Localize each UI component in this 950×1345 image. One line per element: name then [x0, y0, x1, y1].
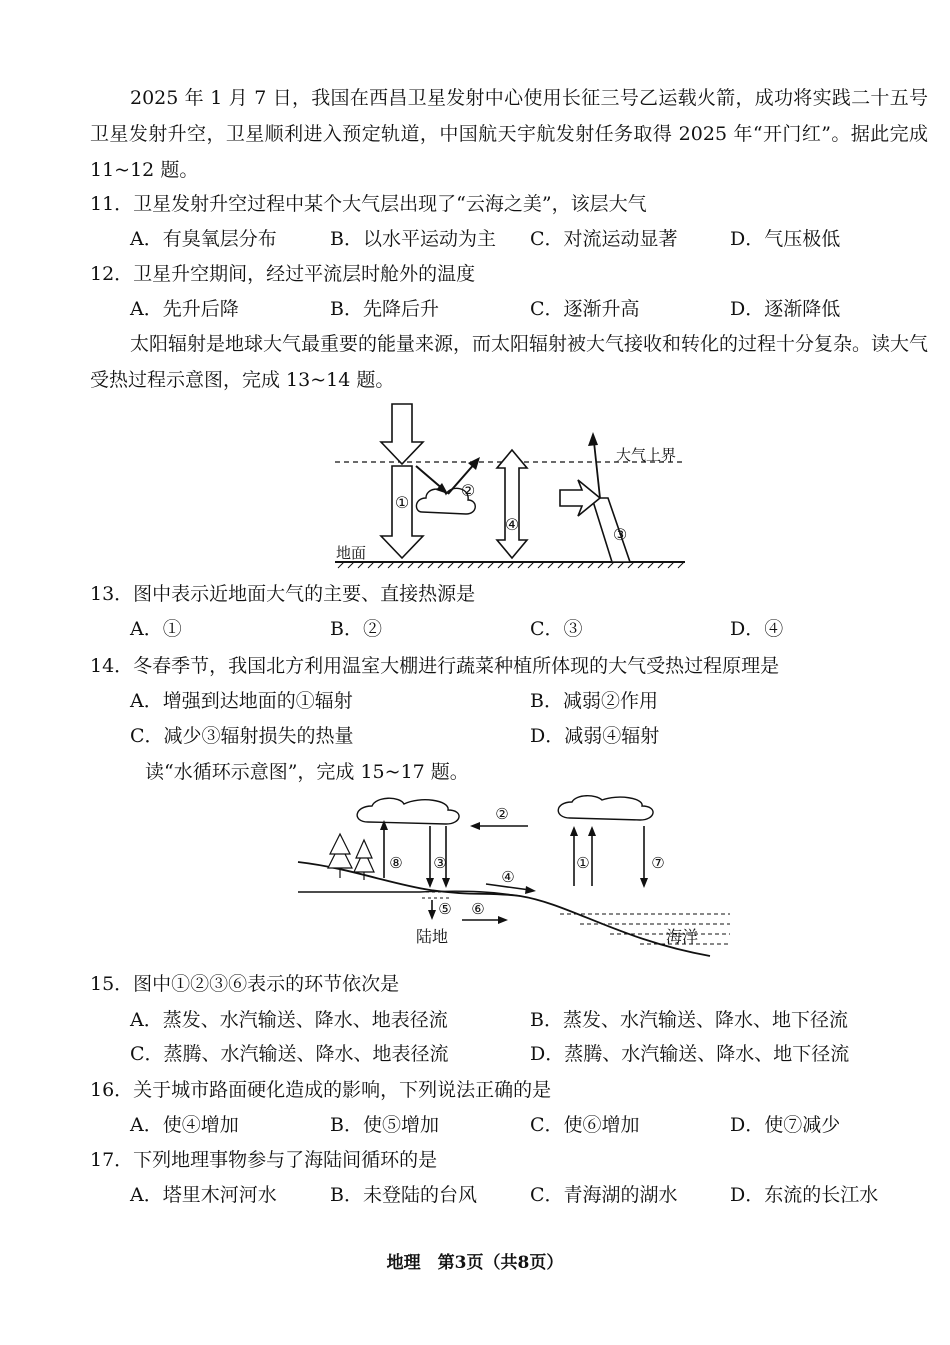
q13-option-a: A．①	[130, 618, 182, 640]
wc-label-7: ⑦	[651, 854, 665, 872]
wc-label-6: ⑥	[471, 900, 485, 918]
q11-option-b: B．以水平运动为主	[330, 228, 496, 250]
q15-stem: 15．图中①②③⑥表示的环节依次是	[90, 973, 400, 995]
atmosphere-heating-diagram	[330, 400, 690, 575]
land-label: 陆地	[415, 927, 449, 946]
label-4: ④	[504, 515, 520, 534]
arrow-4-double	[497, 450, 527, 558]
arrow-escape-head	[588, 432, 598, 446]
q17-option-c: C．青海湖的湖水	[530, 1184, 678, 1206]
q12-stem: 12．卫星升空期间，经过平流层时舱外的温度	[90, 263, 476, 285]
wc-label-1: ①	[576, 854, 590, 872]
q11-option-d: D．气压极低	[730, 228, 841, 250]
intro-water-cycle: 读“水循环示意图”，完成 15~17 题。	[145, 761, 469, 783]
q15-option-b: B．蒸发、水汽输送、降水、地下径流	[530, 1009, 848, 1031]
water-cycle-diagram	[290, 792, 730, 960]
ocean-label: 海洋	[665, 927, 699, 946]
q11-stem: 11．卫星发射升空过程中某个大气层出现了“云海之美”，该层大气	[90, 193, 647, 215]
tree-icons	[328, 834, 374, 880]
q17-option-b: B．未登陆的台风	[330, 1184, 477, 1206]
q16-option-a: A．使④增加	[130, 1114, 239, 1136]
q14-option-c: C．减少③辐射损失的热量	[130, 725, 354, 747]
arrow-2-head	[470, 822, 480, 830]
wc-label-2: ②	[495, 805, 509, 823]
solar-radiation-incoming-arrow	[381, 404, 423, 464]
q17-option-d: D．东流的长江水	[730, 1184, 879, 1206]
q13-option-d: D．④	[730, 618, 784, 640]
intro-solar-radiation: 太阳辐射是地球大气最重要的能量来源，而太阳辐射被大气接收和转化的过程十分复杂。读大气受热过程示意图，完成 13~14 题。	[90, 333, 929, 391]
arrow-escape	[594, 442, 600, 498]
wc-label-5: ⑤	[438, 900, 452, 918]
ocean-cloud-icon	[558, 796, 653, 820]
wc-label-8: ⑧	[389, 854, 403, 872]
q12-option-d: D．逐渐降低	[730, 298, 841, 320]
label-3: ③	[612, 525, 628, 544]
q13-option-b: B．②	[330, 618, 382, 640]
q12-option-b: B．先降后升	[330, 298, 439, 320]
q17-stem: 17．下列地理事物参与了海陆间循环的是	[90, 1149, 438, 1171]
q16-option-b: B．使⑤增加	[330, 1114, 439, 1136]
q14-stem: 14．冬春季节，我国北方利用温室大棚进行蔬菜种植所体现的大气受热过程原理是	[90, 655, 780, 677]
land-cloud-icon	[357, 798, 459, 824]
arrow-1-solar-radiation	[381, 466, 423, 558]
q14-option-d: D．减弱④辐射	[530, 725, 660, 747]
q12-option-a: A．先升后降	[130, 298, 239, 320]
arrow-3-head	[426, 878, 434, 888]
q15-option-a: A．蒸发、水汽输送、降水、地表径流	[130, 1009, 448, 1031]
q12-option-c: C．逐渐升高	[530, 298, 640, 320]
q13-option-c: C．③	[530, 618, 583, 640]
arrow-4-head	[525, 886, 536, 894]
arrow-7-head	[640, 878, 648, 888]
arrow-1-head	[570, 826, 578, 836]
q15-option-d: D．蒸腾、水汽输送、降水、地下径流	[530, 1043, 850, 1065]
q16-stem: 16．关于城市路面硬化造成的影响，下列说法正确的是	[90, 1079, 552, 1101]
label-1: ①	[394, 493, 410, 512]
q11-option-a: A．有臭氧层分布	[130, 228, 277, 250]
page-footer: 地理 第3页（共8页）	[386, 1253, 564, 1273]
ground-label: 地面	[336, 544, 367, 562]
q14-option-b: B．减弱②作用	[530, 690, 658, 712]
q14-option-a: A．增强到达地面的①辐射	[130, 690, 353, 712]
wc-label-4: ④	[501, 868, 515, 886]
intro-satellite: 2025 年 1 月 7 日，我国在西昌卫星发射中心使用长征三号乙运载火箭，成功将实践二十五号卫星发射升空，卫星顺利进入预定轨道，中国航天宇航发射任务取得 2025 年“开门红”。据此完成 11~12 题。	[90, 87, 928, 181]
q11-option-c: C．对流运动显著	[530, 228, 678, 250]
wc-label-3: ③	[433, 854, 447, 872]
arrow-1b-head	[588, 826, 596, 836]
arrow-3-head	[560, 480, 600, 516]
q17-option-a: A．塔里木河河水	[130, 1184, 277, 1206]
q15-option-c: C．蒸腾、水汽输送、降水、地表径流	[130, 1043, 449, 1065]
arrow-3b-head	[442, 878, 450, 888]
q16-option-d: D．使⑦减少	[730, 1114, 841, 1136]
label-2: ②	[460, 481, 476, 500]
q16-option-c: C．使⑥增加	[530, 1114, 640, 1136]
arrow-5-head	[428, 910, 436, 920]
q13-stem: 13．图中表示近地面大气的主要、直接热源是	[90, 583, 476, 605]
arrow-6-head	[498, 916, 508, 924]
atmosphere-top-label: 大气上界	[616, 446, 677, 464]
